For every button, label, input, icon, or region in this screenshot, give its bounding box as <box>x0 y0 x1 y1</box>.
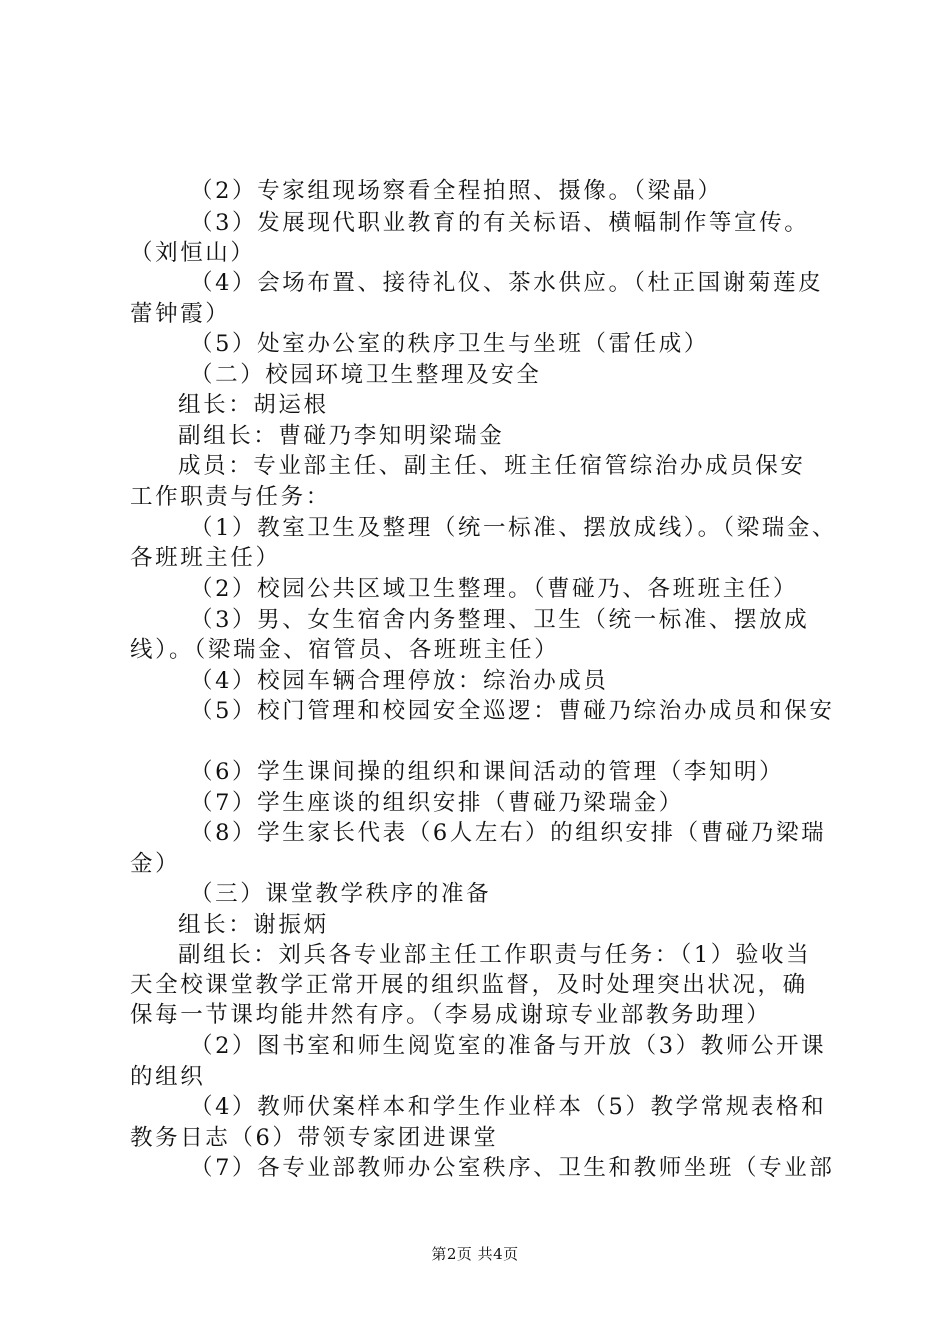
text-line: 线）。（梁瑞金、宿管员、各班班主任） <box>130 637 560 663</box>
text-line: 组长：胡运根 <box>178 392 329 418</box>
text-line: 蕾钟霞） <box>130 301 231 327</box>
page-number-footer: 第2页 共4页 <box>431 1245 519 1263</box>
text-line: 工作职责与任务： <box>130 484 331 510</box>
text-line: 组长：谢振炳 <box>178 912 329 938</box>
text-line: （5）校门管理和校园安全巡逻：曹碰乃综治办成员和保安 <box>190 698 835 724</box>
text-line: （8）学生家长代表（6人左右）的组织安排（曹碰乃梁瑞 <box>190 820 827 846</box>
text-line: （7）学生座谈的组织安排（曹碰乃梁瑞金） <box>190 790 684 816</box>
text-line: 天全校课堂教学正常开展的组织监督，及时处理突出状况，确 <box>130 972 808 998</box>
text-line: （2）校园公共区域卫生整理。（曹碰乃、各班班主任） <box>190 576 799 602</box>
text-line: 副组长：曹碰乃李知明梁瑞金 <box>178 423 505 449</box>
text-line: （6）学生课间操的组织和课间活动的管理（李知明） <box>190 759 785 785</box>
text-line: （3）发展现代职业教育的有关标语、横幅制作等宣传。 <box>190 210 810 236</box>
text-line: （5）处室办公室的秩序卫生与坐班（雷任成） <box>190 331 709 357</box>
text-line: （4）教师伏案样本和学生作业样本（5）教学常规表格和 <box>190 1094 827 1120</box>
text-line: 成员：专业部主任、副主任、班主任宿管综治办成员保安 <box>178 453 806 479</box>
text-line: （7）各专业部教师办公室秩序、卫生和教师坐班（专业部 <box>190 1155 835 1181</box>
text-line: 的组织 <box>130 1064 206 1090</box>
text-line: （1）教室卫生及整理（统一标准、摆放成线）。（梁瑞金、 <box>190 515 838 541</box>
section-heading: （三）课堂教学秩序的准备 <box>190 881 492 907</box>
text-line: （刘恒山） <box>130 240 256 266</box>
section-heading: （二）校园环境卫生整理及安全 <box>190 362 542 388</box>
text-line: （4）校园车辆合理停放：综治办成员 <box>190 668 609 694</box>
text-line: 各班班主任） <box>130 545 281 571</box>
text-line: （2）专家组现场察看全程拍照、摄像。（梁晶） <box>190 178 723 204</box>
text-line: 保每一节课均能井然有序。（李易成谢琼专业部教务助理） <box>130 1002 772 1028</box>
text-line: 教务日志（6）带领专家团进课堂 <box>130 1125 499 1151</box>
text-line: （2）图书室和师生阅览室的准备与开放（3）教师公开课 <box>190 1033 827 1059</box>
text-line: 副组长：刘兵各专业部主任工作职责与任务：（1）验收当 <box>178 942 812 968</box>
text-line: 金） <box>130 851 181 877</box>
text-line: （3）男、女生宿舍内务整理、卫生（统一标准、摆放成 <box>190 607 810 633</box>
text-line: （4）会场布置、接待礼仪、茶水供应。（杜正国谢菊莲皮 <box>190 270 824 296</box>
